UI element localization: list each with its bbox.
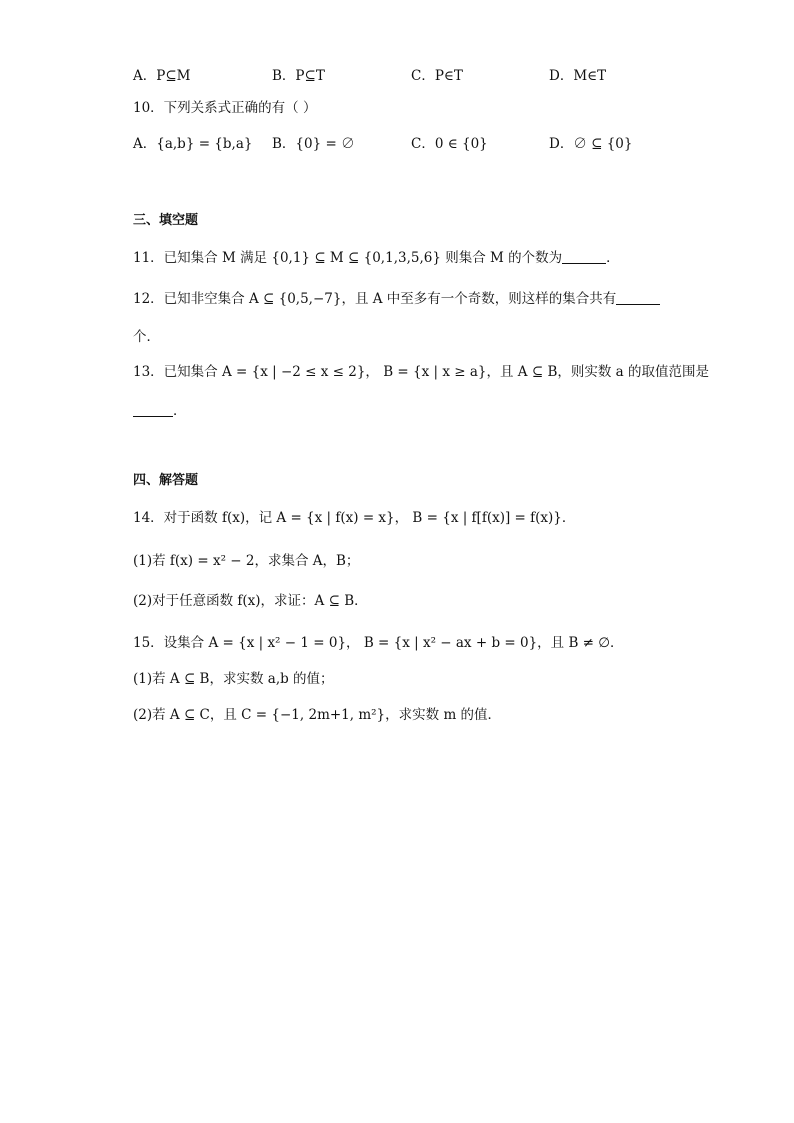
q10-option-a: A．{a,b} = {b,a} [133,136,253,152]
q12-stem: 12．已知非空集合 A ⊆ {0,5,−7}，且 A 中至多有一个奇数，则这样的集合共有 [133,291,617,307]
q13-answer-blank[interactable] [133,402,173,417]
q11-stem: 11．已知集合 M 满足 {0,1} ⊆ M ⊆ {0,1,3,5,6} 则集合 M 的个数为 [133,250,563,266]
q10-option-d: D．∅ ⊆ {0} [549,136,633,152]
q14-part2: (2)对于任意函数 f(x)，求证：A ⊆ B． [133,593,368,609]
q9-option-d: D．M∈T [549,68,607,84]
q10-option-b: B．{0} = ∅ [272,136,355,152]
q13-line1: 13．已知集合 A = {x | −2 ≤ x ≤ 2}， B = {x | x ≥ a}，且 A ⊆ B，则实数 a 的取值范围是 [133,364,709,380]
section-solve-title: 四、解答题 [133,473,199,488]
q9-option-c: C．P∈T [411,68,463,84]
q15-part1: (1)若 A ⊆ B，求实数 a,b 的值； [133,671,334,687]
q13-end: ． [173,403,187,419]
q12-line2: 个． [133,329,160,345]
q11-text [133,248,620,268]
q14-part1: (1)若 f(x) = x² − 2，求集合 A，B； [133,553,360,569]
q11-answer-blank[interactable] [562,249,606,264]
q11-end: ． [606,250,620,266]
q12-answer-blank[interactable] [616,290,660,305]
q10-option-c: C．0 ∈ {0} [411,136,488,152]
q13-line2 [133,401,187,421]
q12-line1 [133,289,660,309]
q9-option-a: A．P⊆M [133,68,191,84]
q14-stem: 14．对于函数 f(x)，记 A = {x | f(x) = x}， B = {x | f[f(x)] = f(x)}． [133,510,576,526]
section-fill-in-title: 三、填空题 [133,213,199,228]
q10-stem: 10．下列关系式正确的有（ ） [133,100,317,116]
q15-stem: 15．设集合 A = {x | x² − 1 = 0}， B = {x | x² − ax + b = 0}，且 B ≠ ∅． [133,635,624,651]
q15-part2: (2)若 A ⊆ C，且 C = {−1, 2m+1, m²}，求实数 m 的值． [133,707,502,723]
q9-option-b: B．P⊆T [272,68,325,84]
